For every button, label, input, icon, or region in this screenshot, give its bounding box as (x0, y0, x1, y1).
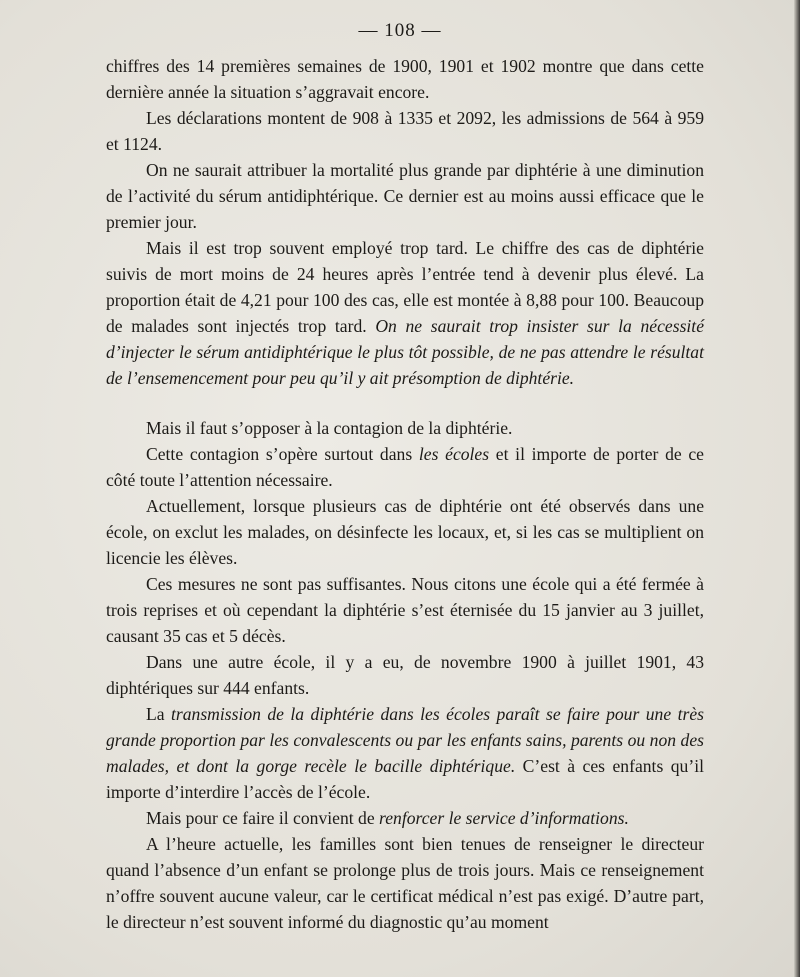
text-run: Ces mesures ne sont pas suffisantes. Nous citons une école qui a été fermée à trois reprises et où cependant la diphtérie s’est éternisée du 15 janvier au 3 juillet, causant 35 cas et 5 décès. (106, 574, 704, 646)
paragraph (106, 105, 704, 157)
italic-run: les écoles (418, 444, 490, 464)
text-run: Mais pour ce faire il convient de (146, 808, 380, 828)
text-run: Mais il est trop souvent employé trop tard. Le chiffre des cas de diphtérie suivis de mort moins de 24 heures après l’entrée tend à devenir plus élevé. La proportion était de 4,21 pour 100 des cas, elle est montée à 8,88 pour 100. Beaucoup de malades sont injectés trop tard. (106, 238, 704, 336)
paragraph (106, 415, 704, 441)
text-run: Les déclarations montent de 908 à 1335 et 2092, les admissions de 564 à 959 et 1124. (106, 108, 704, 154)
text-run: Mais il faut s’opposer à la contagion de la diphtérie. (146, 418, 513, 438)
text-run: Dans une autre école, il y a eu, de novembre 1900 à juillet 1901, 43 diphtériques sur 444 enfants. (106, 652, 704, 698)
paragraph (106, 235, 704, 391)
italic-run: renforcer le service d’informations. (379, 808, 629, 828)
text-run: Actuellement, lorsque plusieurs cas de diphtérie ont été observés dans une école, on exclut les malades, on désinfecte les locaux, et, si les cas se multiplient on licencie les élèves. (106, 496, 704, 568)
paragraph (106, 441, 704, 493)
paragraph (106, 157, 704, 235)
text-run: et il importe de porter de ce côté toute l’attention nécessaire. (106, 444, 704, 490)
text-run: On ne saurait attribuer la mortalité plus grande par diphtérie à une diminution de l’activité du sérum antidiphtérique. Ce dernier est au moins aussi efficace que le premier jour. (106, 160, 704, 232)
paragraph (106, 701, 704, 805)
body-text (106, 53, 704, 935)
text-run: La (146, 704, 171, 724)
paragraph (106, 53, 704, 105)
page-number: — 108 — (358, 20, 442, 41)
paragraph (106, 571, 704, 649)
text-run: chiffres des 14 premières semaines de 1900, 1901 et 1902 montre que dans cette dernière année la situation s’aggravait encore. (106, 56, 704, 102)
paragraph (106, 805, 704, 831)
paragraph (106, 493, 704, 571)
italic-run: transmission de la diphtérie dans les écoles paraît se faire pour une très grande proportion par les convalescents ou par les enfants sains, parents ou non des malades, et dont la gorge recèle le bacille diphtérique. (106, 704, 704, 776)
paragraph (106, 831, 704, 935)
text-run: A l’heure actuelle, les familles sont bien tenues de renseigner le directeur quand l’absence d’un enfant se prolonge plus de trois jours. Mais ce renseignement n’offre souvent aucune valeur, car le certificat médical n’est pas exigé. D’autre part, le directeur n’est souvent informé du diagnostic qu’au moment (106, 834, 704, 932)
text-run: C’est à ces enfants qu’il importe d’interdire l’accès de l’école. (106, 756, 704, 802)
page-edge-shadow (794, 0, 800, 977)
italic-run: On ne saurait trop insister sur la nécessité d’injecter le sérum antidiphtérique le plus tôt possible, de ne pas attendre le résultat de l’ensemencement pour peu qu’il y ait présomption de diphtérie. (106, 316, 705, 388)
paragraph (106, 649, 704, 701)
text-run: Cette contagion s’opère surtout dans (146, 444, 419, 464)
